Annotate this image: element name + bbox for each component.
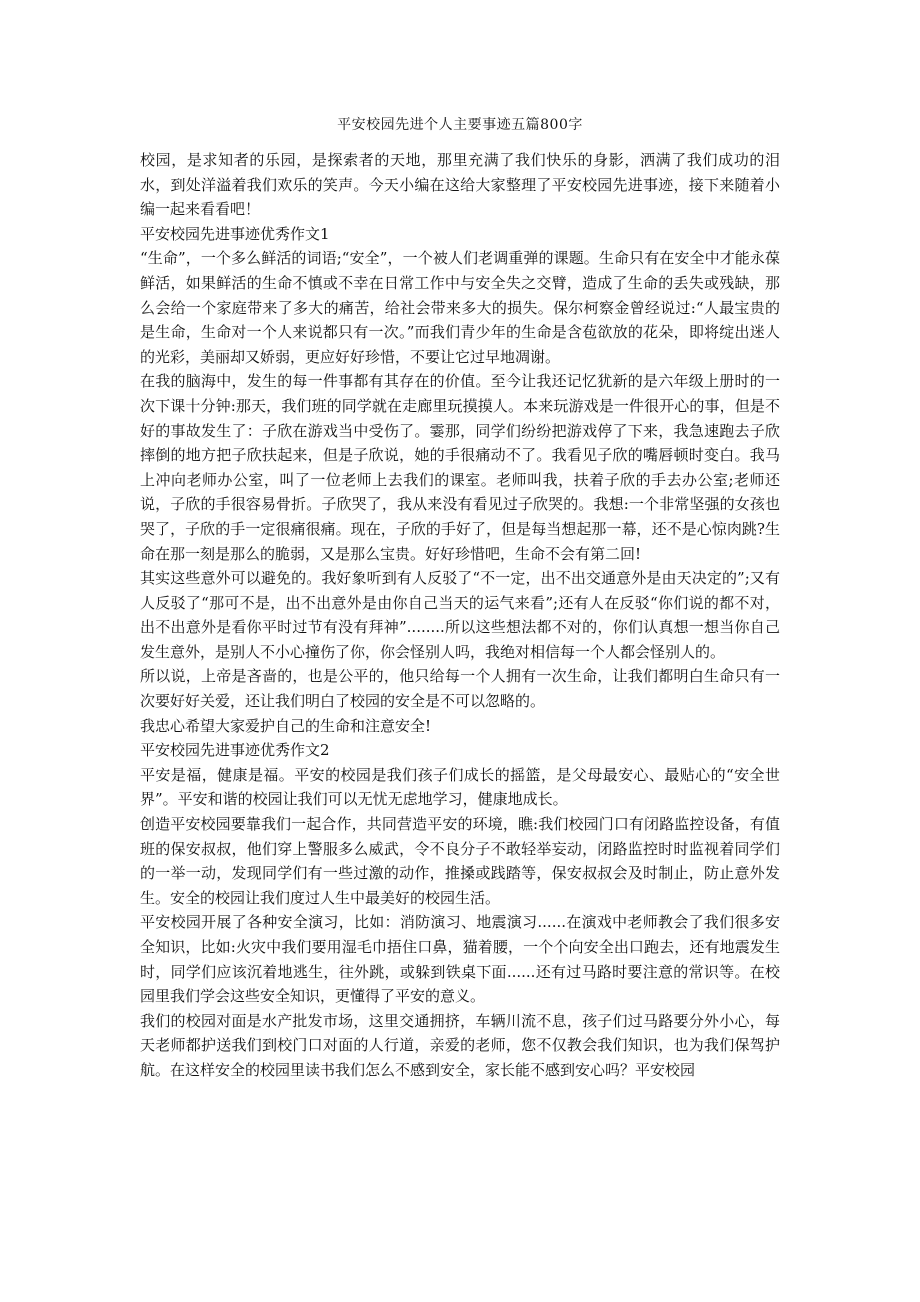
paragraph: 我们的校园对面是水产批发市场，这里交通拥挤，车辆川流不息，孩子们过马路要分外小心，每天老师都护送我们到校门口对面的人行道，亲爱的老师，您不仅教会我们知识，也为我们保驾护航。在这样安全的校园里读书我们怎么不感到安全，家长能不感到安心吗？平安校园 [140, 1011, 780, 1079]
paragraph: 其实这些意外可以避免的。我好象听到有人反驳了“不一定，出不出交通意外是由天决定的”;又有人反驳了“那可不是，出不出意外是由你自己当天的运气来看”;还有人在反驳“你们说的都不对，出不出意外是看你平时过节有没有拜神”........所以这些想法都不对的，你们认真想一想当你自己发生意外，是别人不小心撞伤了你，你会怪别人吗，我绝对相信每一个人都会怪别人的。 [140, 569, 780, 661]
section-heading-1: 平安校园先进事迹优秀作文1 [140, 224, 330, 243]
paragraph: 平安是福，健康是福。平安的校园是我们孩子们成长的摇篮，是父母最安心、最贴心的“安全世界”。平安和谐的校园让我们可以无忧无虑地学习，健康地成长。 [140, 765, 780, 809]
section-heading-2: 平安校园先进事迹优秀作文2 [140, 741, 330, 760]
paragraph: 我忠心希望大家爱护自己的生命和注意安全! [140, 716, 432, 735]
paragraph: 平安校园开展了各种安全演习，比如：消防演习、地震演习......在演戏中老师教会了我们很多安全知识，比如:火灾中我们要用湿毛巾捂住口鼻，猫着腰，一个个向安全出口跑去，还有地震发生时，同学们应该沉着地逃生，往外跳，或躲到铁桌下面......还有过马路时要注意的常识等。在校园里我们学会这些安全知识，更懂得了平安的意义。 [140, 913, 780, 1006]
paragraph: 在我的脑海中，发生的每一件事都有其存在的价值。至今让我还记忆犹新的是六年级上册时的一次下课十分钟:那天，我们班的同学就在走廊里玩摸摸人。本来玩游戏是一件很开心的事，但是不好的事故发生了：子欣在游戏当中受伤了。霎那，同学们纷纷把游戏停了下来，我急速跑去子欣摔倒的地方把子欣扶起来，但是子欣说，她的手很痛动不了。我看见子欣的嘴唇顿时变白。我马上冲向老师办公室，叫了一位老师上去我们的课室。老师叫我，扶着子欣的手去办公室;老师还说，子欣的手很容易骨折。子欣哭了，我从来没有看见过子欣哭的。我想:一个非常坚强的女孩也哭了，子欣的手一定很痛很痛。现在，子欣的手好了，但是每当想起那一幕，还不是心惊肉跳?生命在那一刻是那么的脆弱，又是那么宝贵。好好珍惜吧，生命不会有第二回! [140, 372, 780, 563]
document-body [140, 148, 780, 1083]
intro-paragraph: 校园，是求知者的乐园，是探索者的天地，那里充满了我们快乐的身影，洒满了我们成功的泪水，到处洋溢着我们欢乐的笑声。今天小编在这给大家整理了平安校园先进事迹，接下来随着小编一起来看看吧！ [140, 151, 780, 219]
paragraph: 创造平安校园要靠我们一起合作，共同营造平安的环境，瞧:我们校园门口有闭路监控设备，有值班的保安叔叔，他们穿上警服多么威武，令不良分子不敢轻举妄动，闭路监控时时监视着同学们的一举一动，发现同学们有一些过激的动作，推搡或践踏等，保安叔叔会及时制止，防止意外发生。安全的校园让我们度过人生中最美好的校园生活。 [140, 815, 780, 907]
paragraph: 所以说，上帝是吝啬的，也是公平的，他只给每一个人拥有一次生命，让我们都明白生命只有一次要好好关爱，还让我们明白了校园的安全是不可以忽略的。 [140, 667, 780, 711]
paragraph: “生命”，一个多么鲜活的词语;“安全”，一个被人们老调重弹的课题。生命只有在安全中才能永葆鲜活，如果鲜活的生命不慎或不幸在日常工作中与安全失之交臂，造成了生命的丢失或残缺，那么会给一个家庭带来了多大的痛苦，给社会带来多大的损失。保尔柯察金曾经说过:“人最宝贵的是生命，生命对一个人来说都只有一次。”而我们青少年的生命是含苞欲放的花朵，即将绽出迷人的光彩，美丽却又娇弱，更应好好珍惜，不要让它过早地凋谢。 [140, 249, 780, 366]
document-title: 平安校园先进个人主要事迹五篇800字 [337, 117, 583, 133]
